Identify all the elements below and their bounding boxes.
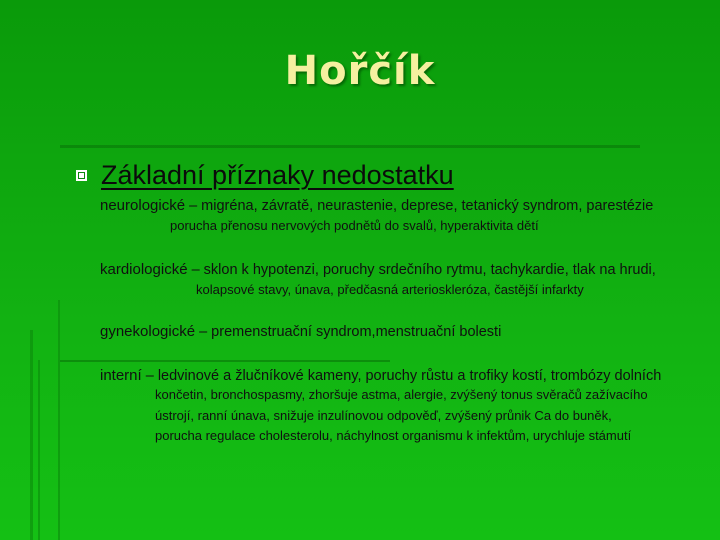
symptom-text: – migréna, závratě, neurastenie, deprese, tetanický syndrom, parestézie: [185, 198, 654, 214]
decorative-vertical-line: [30, 330, 33, 540]
decorative-horizontal-line: [60, 145, 640, 148]
symptom-group-gynecological: [100, 323, 700, 340]
symptom-group-neurological: [100, 197, 700, 237]
category-label: interní: [100, 367, 142, 384]
symptom-continuation: porucha přenosu nervových podnětů do svalů, hyperaktivita dětí: [170, 218, 539, 233]
symptom-group-internal: [100, 367, 700, 447]
symptom-text: – ledvinové a žlučníkové kameny, poruchy růstu a trofiky kostí, trombózy dolních: [141, 368, 662, 384]
square-bullet-icon: [76, 170, 87, 181]
category-label: kardiologické: [100, 261, 188, 278]
decorative-vertical-line: [58, 300, 60, 540]
symptom-continuation: porucha regulace cholesterolu, náchylnost organismu k infektům, urychluje stámutí: [155, 428, 632, 443]
decorative-vertical-line: [38, 360, 40, 540]
symptom-continuation: ústrojí, ranní únava, snižuje inzulínovou odpověď, zvýšený průnik Ca do buněk,: [155, 407, 612, 423]
category-label: neurologické: [100, 197, 186, 214]
symptom-text: – sklon k hypotenzi, poruchy srdečního rytmu, tachykardie, tlak na hrudi,: [187, 262, 656, 278]
section-heading-row: [76, 160, 454, 191]
symptom-group-cardiological: [100, 261, 700, 301]
category-label: gynekologické: [100, 323, 196, 340]
decorative-horizontal-line: [60, 360, 390, 362]
symptom-continuation: kolapsové stavy, únava, předčasná arterioskleróza, častější infarkty: [196, 282, 584, 297]
section-heading: Základní příznaky nedostatku: [101, 160, 454, 190]
symptom-continuation: končetin, bronchospasmy, zhoršuje astma, alergie, zvýšený tonus svěračů zažívacího: [155, 387, 648, 402]
symptom-text: – premenstruační syndrom,menstruační bolesti: [195, 324, 502, 340]
slide-title: Hořčík: [284, 48, 436, 94]
